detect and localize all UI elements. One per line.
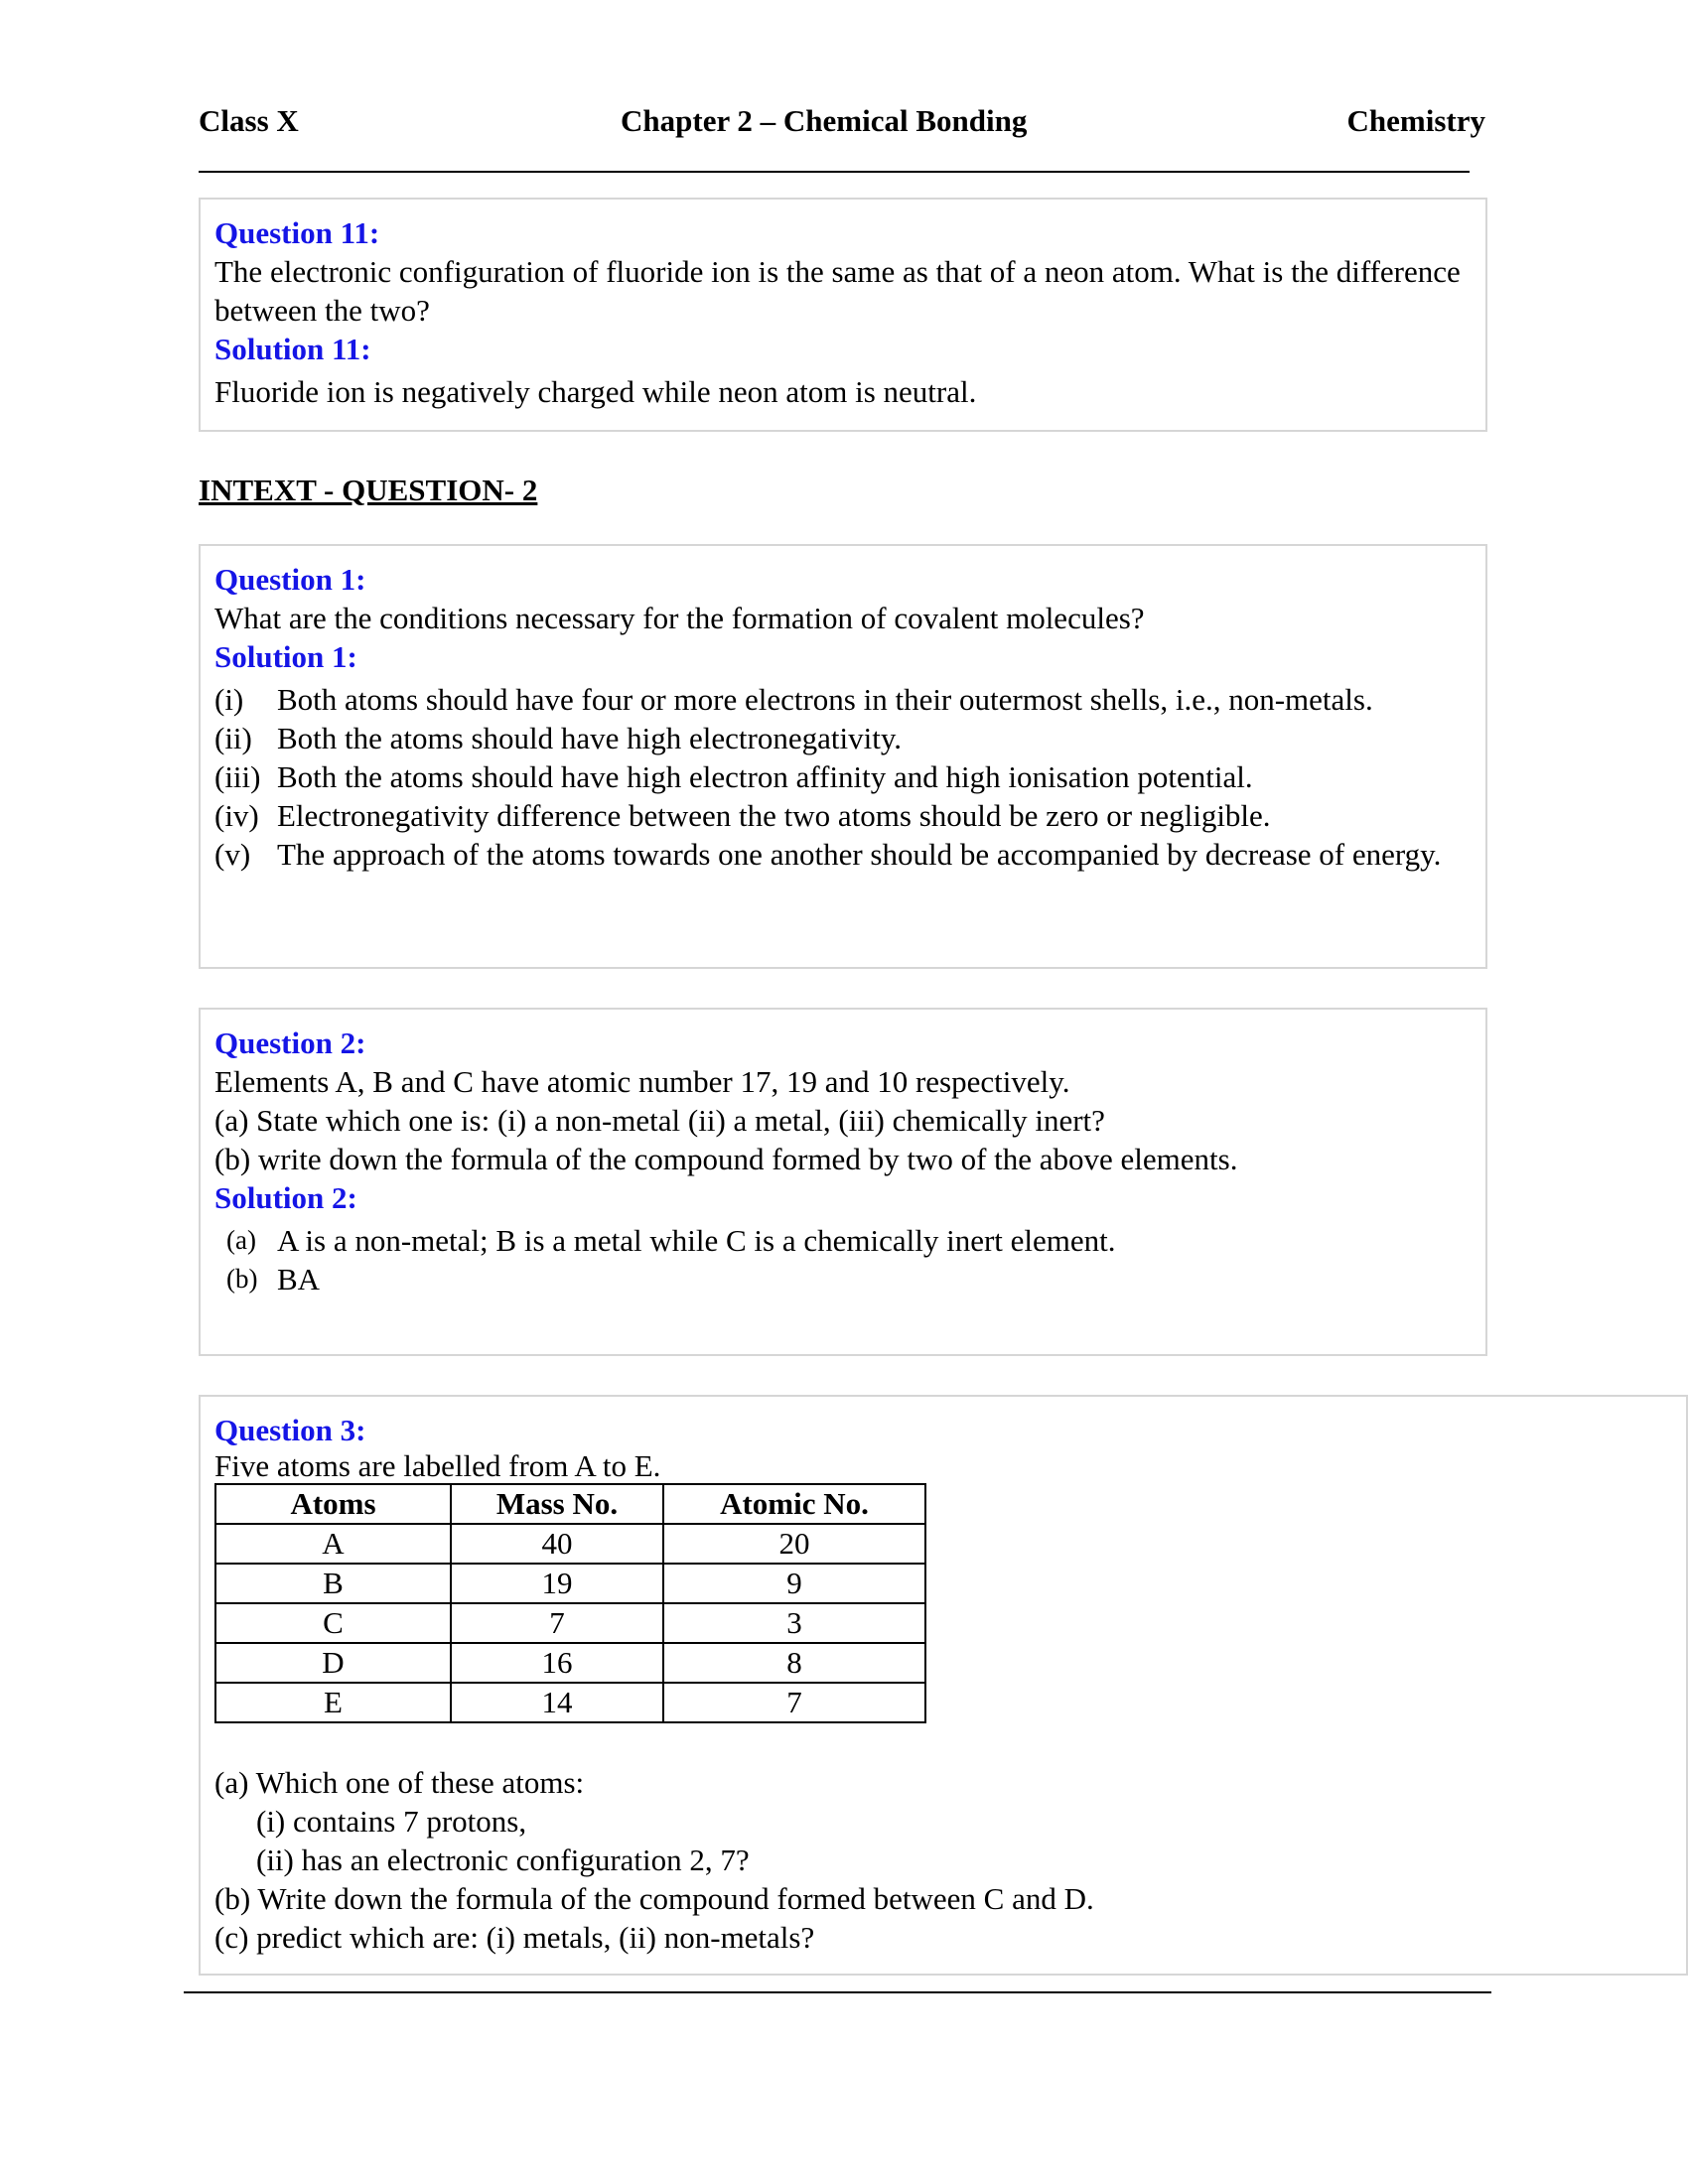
cell-atomic-no: 3 bbox=[663, 1603, 925, 1643]
atoms-table bbox=[214, 1483, 926, 1723]
list-item bbox=[214, 835, 1472, 874]
question-heading: Question 1: bbox=[214, 562, 366, 597]
item-text: BA bbox=[277, 1262, 321, 1297]
solution-heading: Solution 2: bbox=[214, 1180, 357, 1215]
cell-mass-no: 16 bbox=[451, 1643, 663, 1683]
sub-question-a: (a) Which one of these atoms: bbox=[214, 1765, 585, 1800]
solution-list bbox=[214, 680, 1472, 874]
question-intro: Five atoms are labelled from A to E. bbox=[214, 1448, 661, 1483]
table-row bbox=[215, 1683, 925, 1722]
item-number: (i) bbox=[214, 682, 244, 717]
question-heading: Question 11: bbox=[214, 215, 380, 250]
cell-mass-no: 7 bbox=[451, 1603, 663, 1643]
question-text: The electronic configuration of fluoride ion is the same as that of a neon atom. What is the difference between the two? bbox=[214, 254, 1461, 328]
item-number: (iii) bbox=[214, 759, 261, 794]
cell-mass-no: 40 bbox=[451, 1524, 663, 1564]
table-row bbox=[215, 1643, 925, 1683]
column-header-mass-no: Mass No. bbox=[451, 1484, 663, 1524]
item-number: (b) bbox=[226, 1264, 258, 1294]
item-text: A is a non-metal; B is a metal while C is a chemically inert element. bbox=[277, 1223, 1116, 1258]
column-header-atomic-no: Atomic No. bbox=[663, 1484, 925, 1524]
question-heading: Question 2: bbox=[214, 1025, 366, 1060]
item-text: The approach of the atoms towards one another should be accompanied by decrease of energy. bbox=[277, 837, 1442, 872]
item-number: (ii) bbox=[214, 721, 252, 755]
cell-atom: C bbox=[215, 1603, 451, 1643]
question-1-box bbox=[199, 544, 1487, 969]
question-3-box bbox=[199, 1395, 1688, 1976]
footer-divider bbox=[184, 1991, 1491, 1993]
question-text: What are the conditions necessary for the formation of covalent molecules? bbox=[214, 601, 1145, 635]
page-header bbox=[199, 99, 1485, 143]
cell-atom: A bbox=[215, 1524, 451, 1564]
list-item bbox=[214, 757, 1472, 796]
item-text: Both the atoms should have high electron affinity and high ionisation potential. bbox=[277, 759, 1253, 794]
cell-atomic-no: 7 bbox=[663, 1683, 925, 1722]
question-line: (b) write down the formula of the compound formed by two of the above elements. bbox=[214, 1142, 1238, 1176]
table-row bbox=[215, 1524, 925, 1564]
list-item bbox=[214, 1221, 1472, 1260]
header-class: Class X bbox=[199, 103, 299, 138]
item-text: Both the atoms should have high electronegativity. bbox=[277, 721, 903, 755]
table-row bbox=[215, 1564, 925, 1603]
table-header-row bbox=[215, 1484, 925, 1524]
cell-atomic-no: 8 bbox=[663, 1643, 925, 1683]
sub-question-a-ii: (ii) has an electronic configuration 2, 7? bbox=[256, 1843, 750, 1877]
column-header-atoms: Atoms bbox=[215, 1484, 451, 1524]
list-item bbox=[214, 719, 1472, 757]
item-number: (iv) bbox=[214, 798, 259, 833]
sub-question-c: (c) predict which are: (i) metals, (ii) non-metals? bbox=[214, 1920, 815, 1955]
question-line: Elements A, B and C have atomic number 17, 19 and 10 respectively. bbox=[214, 1064, 1070, 1099]
question-11-box bbox=[199, 198, 1487, 432]
cell-mass-no: 19 bbox=[451, 1564, 663, 1603]
solution-heading: Solution 1: bbox=[214, 639, 357, 674]
section-title: INTEXT - QUESTION- 2 bbox=[199, 473, 538, 507]
list-item bbox=[214, 796, 1472, 835]
question-heading: Question 3: bbox=[214, 1413, 366, 1447]
question-line: (a) State which one is: (i) a non-metal (ii) a metal, (iii) chemically inert? bbox=[214, 1103, 1105, 1138]
item-text: Electronegativity difference between the two atoms should be zero or negligible. bbox=[277, 798, 1271, 833]
cell-atomic-no: 9 bbox=[663, 1564, 925, 1603]
sub-question-b: (b) Write down the formula of the compound formed between C and D. bbox=[214, 1881, 1094, 1916]
item-text: Both atoms should have four or more electrons in their outermost shells, i.e., non-metals. bbox=[277, 682, 1373, 717]
item-number: (a) bbox=[226, 1225, 256, 1255]
solution-list bbox=[214, 1221, 1472, 1298]
cell-atom: D bbox=[215, 1643, 451, 1683]
item-number: (v) bbox=[214, 837, 251, 872]
header-divider bbox=[199, 171, 1470, 173]
header-chapter: Chapter 2 – Chemical Bonding bbox=[621, 103, 1028, 138]
cell-mass-no: 14 bbox=[451, 1683, 663, 1722]
cell-atom: E bbox=[215, 1683, 451, 1722]
solution-text: Fluoride ion is negatively charged while neon atom is neutral. bbox=[214, 374, 977, 409]
header-subject: Chemistry bbox=[1346, 103, 1485, 138]
list-item bbox=[214, 680, 1472, 719]
solution-heading: Solution 11: bbox=[214, 332, 371, 366]
table-row bbox=[215, 1603, 925, 1643]
cell-atom: B bbox=[215, 1564, 451, 1603]
sub-question-a-i: (i) contains 7 protons, bbox=[256, 1804, 527, 1839]
list-item bbox=[214, 1260, 1472, 1298]
cell-atomic-no: 20 bbox=[663, 1524, 925, 1564]
question-2-box bbox=[199, 1008, 1487, 1356]
